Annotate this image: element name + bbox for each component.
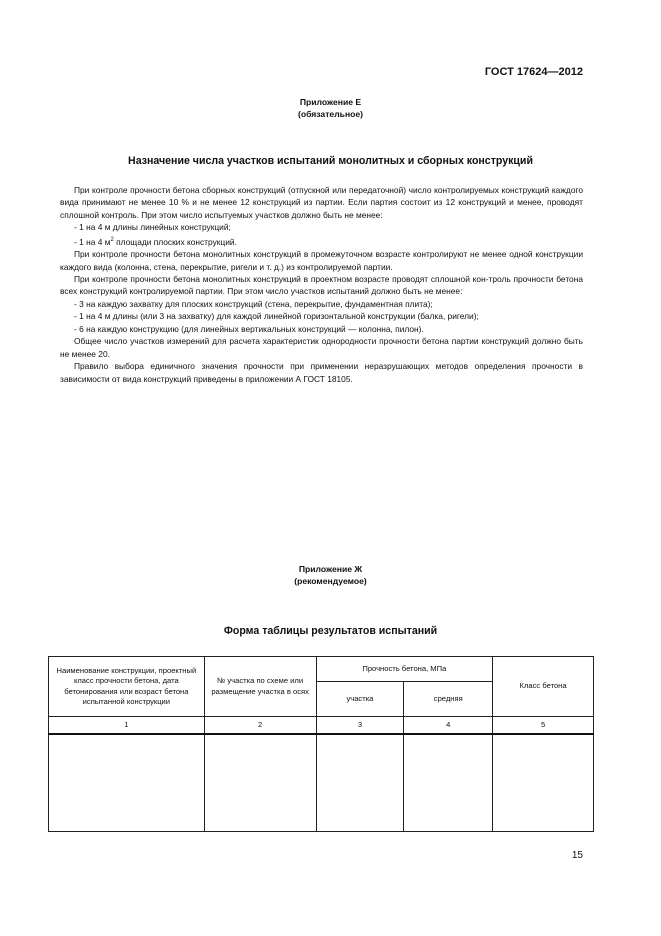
- list-item-text: площади плоских конструкций.: [116, 236, 237, 247]
- superscript: 2: [110, 236, 114, 243]
- page-number: 15: [571, 850, 583, 861]
- column-number-row: [49, 717, 594, 735]
- table-cell: [316, 734, 404, 832]
- list-item: - 1 на 4 м длины линейных конструкций;: [74, 222, 231, 233]
- header-average: средняя: [404, 682, 493, 717]
- table-cell: [493, 734, 594, 832]
- table-cell: [49, 734, 205, 832]
- column-number: 2: [204, 717, 316, 735]
- header-section: участка: [316, 682, 404, 717]
- standard-number: ГОСТ 17624—2012: [484, 66, 583, 78]
- results-table: [48, 656, 594, 832]
- appendix-e-title: Назначение числа участков испытаний монолитных и сборных конструкций: [128, 155, 533, 167]
- appendix-zh-status: (рекомендуемое): [294, 576, 367, 586]
- list-item-text: - 1 на 4 м: [74, 236, 111, 247]
- table-row: [49, 734, 594, 832]
- column-number: 1: [49, 717, 205, 735]
- appendix-e-body: [60, 184, 583, 385]
- paragraph: При контроле прочности бетона монолитных конструкций в промежуточном возрасте контролируют не менее одной конструкции каждого вида (колонна, стена, перекрытие, ригели и т. д.) из контролируемой партии.: [60, 249, 583, 272]
- column-number: 5: [493, 717, 594, 735]
- appendix-e-label: Приложение Е: [299, 97, 362, 107]
- list-item: [60, 234, 583, 248]
- list-item: - 3 на каждую захватку для плоских конструкций (стена, перекрытие, фундаментная плита);: [74, 298, 433, 309]
- header-section-number: № участка по схеме или размещение участка в осях: [204, 657, 316, 717]
- paragraph: При контроле прочности бетона сборных конструкций (отпускной или передаточной) число контролируемых конструкций каждого вида принимают не менее 10 % и не менее 12 конструкций из партии. Если партия состоит из 12 конструкций и менее, проводят сплошной контроль. При этом число испытуемых участков должно быть не менее:: [60, 185, 583, 220]
- paragraph: Правило выбора единичного значения прочности при применении неразрушающих методов определения прочности в зависимости от вида конструкций приведены в приложении А ГОСТ 18105.: [60, 361, 583, 384]
- list-item: - 6 на каждую конструкцию (для линейных вертикальных конструкций — колонна, пилон).: [74, 323, 424, 334]
- column-number: 3: [316, 717, 404, 735]
- paragraph: Общее число участков измерений для расчета характеристик однородности прочности бетона партии конструкций должно быть не менее 20.: [60, 336, 583, 359]
- appendix-zh-label: Приложение Ж: [298, 564, 363, 574]
- paragraph: При контроле прочности бетона монолитных конструкций в проектном возрасте проводят сплошной кон-троль прочности бетона всех конструкций контролируемой партии. При этом число участков испытаний должно быть не менее:: [60, 273, 583, 297]
- table-cell: [204, 734, 316, 832]
- header-structure: Наименование конструкции, проектный класс прочности бетона, дата бетонирования или возраст бетона испытанной конструкции: [49, 657, 205, 717]
- appendix-zh-title: Форма таблицы результатов испытаний: [223, 625, 438, 637]
- header-concrete-class: Класс бетона: [493, 657, 594, 717]
- header-strength: Прочность бетона, МПа: [316, 657, 493, 682]
- column-number: 4: [404, 717, 493, 735]
- table-cell: [404, 734, 493, 832]
- appendix-e-status: (обязательное): [297, 109, 364, 119]
- list-item: - 1 на 4 м длины (или 3 на захватку) для каждой линейной горизонтальной конструкции (балка, ригели);: [74, 311, 479, 322]
